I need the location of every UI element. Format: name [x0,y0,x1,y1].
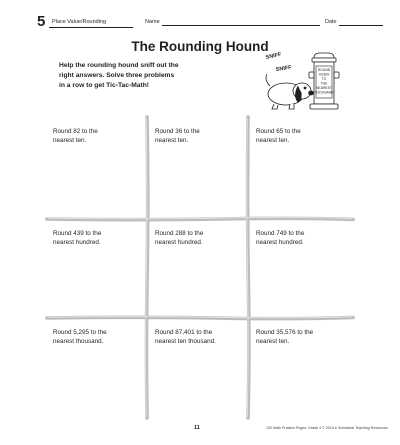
name-label: Name [145,19,160,25]
sign-line: TO [321,77,327,81]
cell-problem-text: Round 87,401 to the [155,329,213,336]
instructions-line: right answers. Solve three problems [59,72,175,79]
cell-problem-text: nearest ten. [256,137,290,144]
instructions-line: in a row to get Tic-Tac-Math! [59,82,150,89]
cell-problem-text: nearest thousand. [53,338,104,345]
sign-line: THE [320,81,328,86]
board-cell[interactable] [53,328,133,346]
sniff-text: SNIFF [275,64,293,73]
cell-problem-text: nearest ten. [53,137,87,144]
sign-line: THOUSAND [314,90,334,95]
cell-problem-text: nearest ten. [155,137,189,144]
board-cell[interactable] [256,229,336,247]
cell-problem-text: Round 439 to the [53,230,102,237]
cell-problem-text: Round 35,576 to the [256,329,314,336]
cell-problem-text: nearest ten thousand. [155,338,216,345]
cell-problem-text: nearest hundred. [53,239,101,246]
board-cell[interactable] [53,127,133,145]
sniff-text: SNIFF [265,51,282,61]
page-title: The Rounding Hound [131,39,269,54]
page-number: 11 [194,425,200,431]
cell-problem-text: Round 749 to the [256,230,305,237]
board-cell[interactable] [53,229,133,247]
board-cell[interactable] [256,328,336,346]
instructions-line: Help the rounding hound sniff out the [59,62,179,69]
date-label: Date [325,19,337,25]
cell-problem-text: Round 36 to the [155,128,200,135]
board-cell[interactable] [256,127,336,145]
sign-line: 93,826 [318,72,330,77]
cell-problem-text: Round 5,295 to the [53,329,107,336]
sign-line: ROUND [317,68,331,72]
sign-line: NEAREST [315,86,333,90]
cell-problem-text: Round 288 to the [155,230,204,237]
cell-problem-text: Round 65 to the [256,128,301,135]
cell-problem-text: nearest ten. [256,338,290,345]
board-cell[interactable] [155,328,235,346]
cell-problem-text: Round 82 to the [53,128,98,135]
unit-topic: Place Value/Rounding [52,19,107,25]
unit-number: 5 [37,13,46,30]
board-cell[interactable] [155,229,235,247]
footer-credit: 100 Math Practice Pages: Grade 4 © 2015 ● Scholastic Teaching Resources [266,426,388,430]
cell-problem-text: nearest hundred. [155,239,203,246]
cell-problem-text: nearest hundred. [256,239,304,246]
board-cell[interactable] [155,127,235,145]
